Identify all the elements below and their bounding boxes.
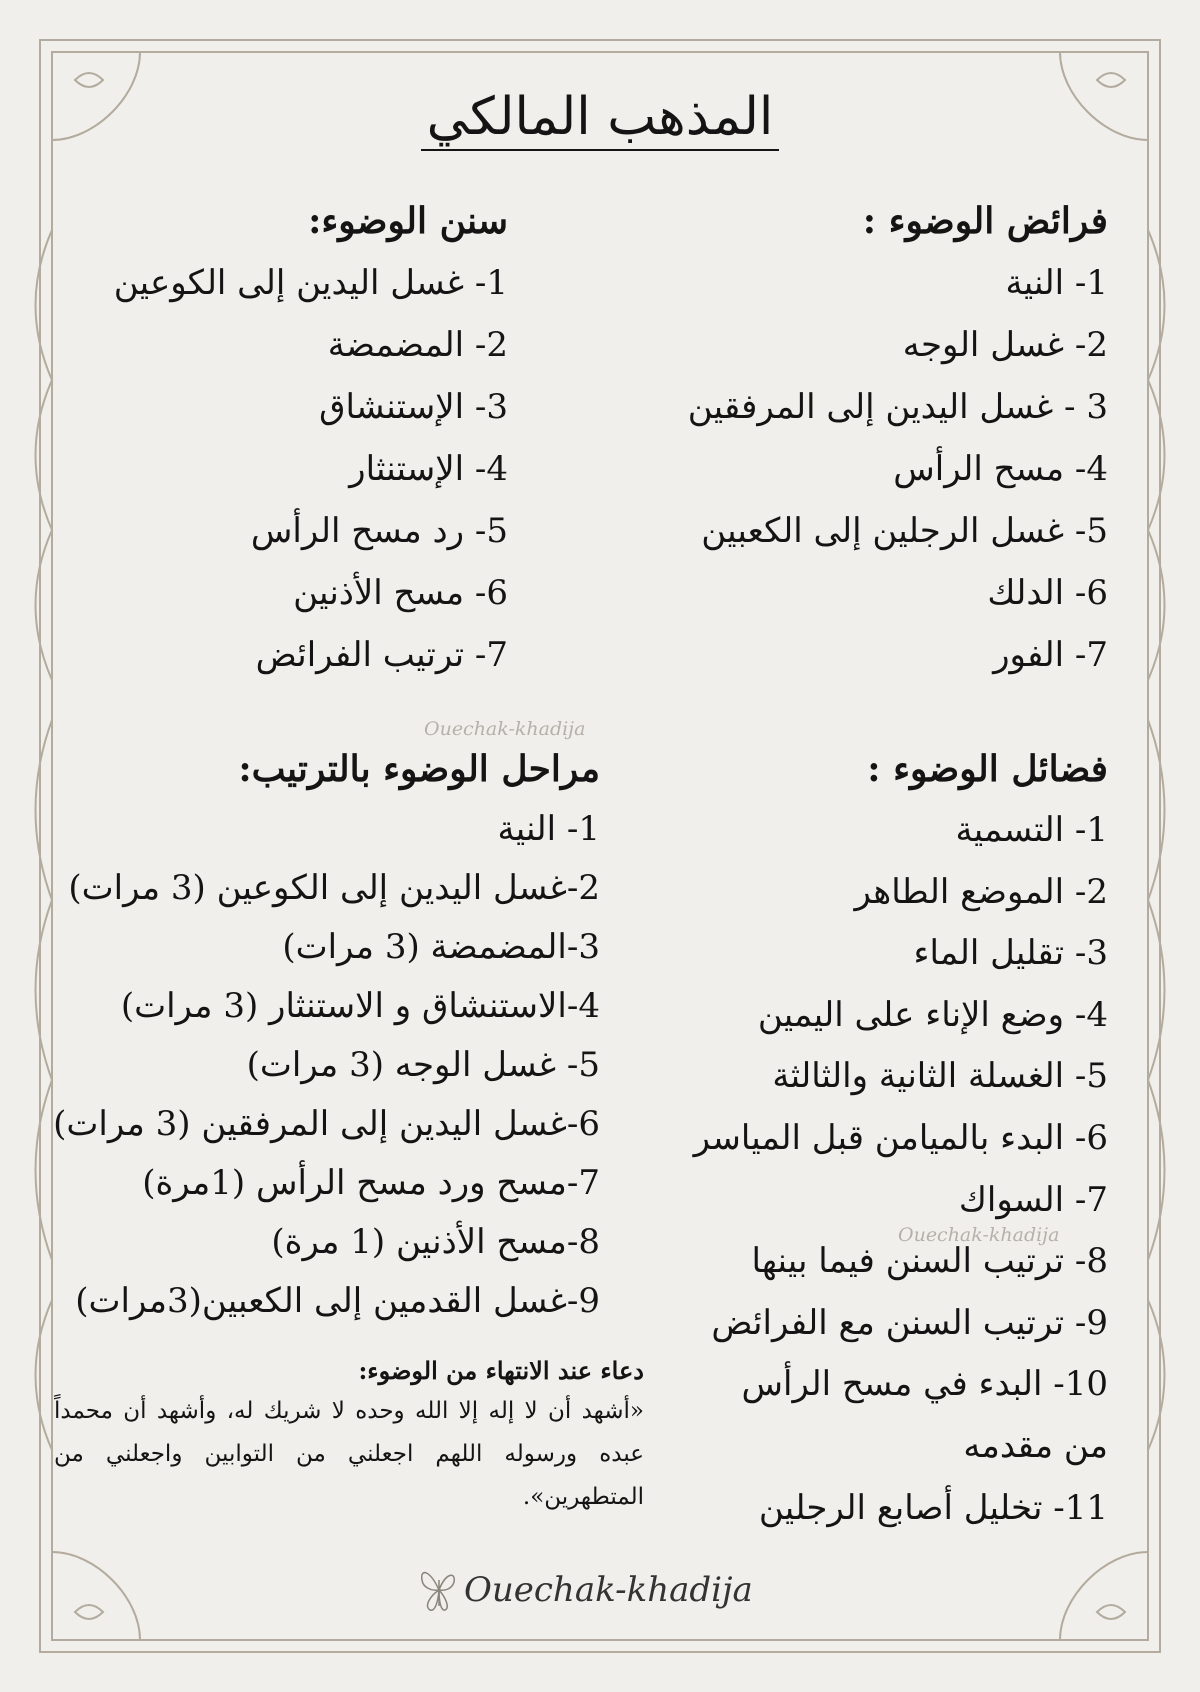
list-item: 2- الموضع الطاهر bbox=[854, 871, 1108, 912]
signature-text: Ouechak-khadija bbox=[464, 1570, 753, 1610]
list-item: 9- ترتيب السنن مع الفرائض bbox=[711, 1302, 1108, 1343]
list-item: 4- مسح الرأس bbox=[893, 449, 1108, 489]
list-item: 4-الاستنشاق و الاستنثار (3 مرات) bbox=[120, 986, 600, 1026]
list-item: 6-غسل اليدين إلى المرفقين (3 مرات) bbox=[53, 1104, 600, 1144]
list-item: 5- الغسلة الثانية والثالثة bbox=[772, 1056, 1108, 1097]
dua-text: «أشهد أن لا إله إلا الله وحده لا شريك له، وأشهد أن محمداً عبده ورسوله اللهم اجعلني من التوابين واجعلني من المتطهرين». bbox=[54, 1398, 644, 1510]
list-item: 6- مسح الأذنين bbox=[293, 573, 508, 613]
dua-heading: دعاء عند الانتهاء من الوضوء: bbox=[358, 1356, 644, 1385]
faraid-section bbox=[588, 190, 1108, 686]
list-item: 2- غسل الوجه bbox=[902, 325, 1108, 365]
list-item: 3 - غسل اليدين إلى المرفقين bbox=[687, 387, 1108, 427]
list-item: 2- المضمضة bbox=[327, 325, 508, 365]
list-item: 9-غسل القدمين إلى الكعبين(3مرات) bbox=[75, 1281, 600, 1321]
section-heading: فرائض الوضوء : bbox=[862, 200, 1108, 242]
list-item: 5- غسل الرجلين إلى الكعبين bbox=[701, 511, 1108, 551]
list-item: 4- الإستنثار bbox=[349, 449, 508, 489]
list-item: 7- ترتيب الفرائض bbox=[255, 635, 508, 675]
list-item: 6- الدلك bbox=[987, 573, 1108, 613]
butterfly-icon bbox=[416, 1562, 462, 1618]
list-item: 2-غسل اليدين إلى الكوعين (3 مرات) bbox=[68, 868, 600, 908]
section-heading: مراحل الوضوء بالترتيب: bbox=[238, 748, 600, 790]
list-item: 10- البدء في مسح الرأس bbox=[741, 1364, 1108, 1405]
list-item: 3- الإستنشاق bbox=[319, 387, 508, 427]
list-item: 3-المضمضة (3 مرات) bbox=[282, 927, 600, 967]
section-heading: سنن الوضوء: bbox=[308, 200, 508, 242]
watermark: Ouechak-khadija bbox=[424, 718, 586, 740]
sunan-section bbox=[28, 190, 508, 686]
list-item: 4- وضع الإناء على اليمين bbox=[757, 994, 1108, 1035]
list-item: 8- ترتيب السنن فيما بينها bbox=[751, 1241, 1108, 1282]
list-item: 6- البدء بالميامن قبل المياسر bbox=[693, 1117, 1108, 1158]
watermark: Ouechak-khadija bbox=[898, 1224, 1060, 1246]
list-item: 1- النية bbox=[497, 809, 600, 849]
list-item: من مقدمه bbox=[963, 1425, 1108, 1466]
list-item: 8-مسح الأذنين (1 مرة) bbox=[271, 1222, 600, 1262]
list-item: 11- تخليل أصابع الرجلين bbox=[758, 1487, 1108, 1528]
fadail-section bbox=[588, 738, 1108, 1539]
list-item: 7-مسح ورد مسح الرأس (1مرة) bbox=[142, 1163, 600, 1203]
list-item: 3- تقليل الماء bbox=[913, 933, 1108, 974]
maraahil-section bbox=[40, 738, 600, 1331]
list-item: 5- غسل الوجه (3 مرات) bbox=[246, 1045, 600, 1085]
section-heading: فضائل الوضوء : bbox=[867, 748, 1108, 790]
list-item: 7- السواك bbox=[958, 1179, 1108, 1220]
list-item: 1- التسمية bbox=[955, 810, 1108, 850]
list-item: 7- الفور bbox=[993, 635, 1108, 675]
list-item: 1- غسل اليدين إلى الكوعين bbox=[113, 263, 508, 303]
list-item: 1- النية bbox=[1005, 263, 1108, 303]
dua-section bbox=[54, 1352, 644, 1519]
list-item: 5- رد مسح الرأس bbox=[250, 511, 508, 551]
page-title: المذهب المالكي bbox=[0, 82, 1200, 152]
signature bbox=[416, 1560, 753, 1620]
